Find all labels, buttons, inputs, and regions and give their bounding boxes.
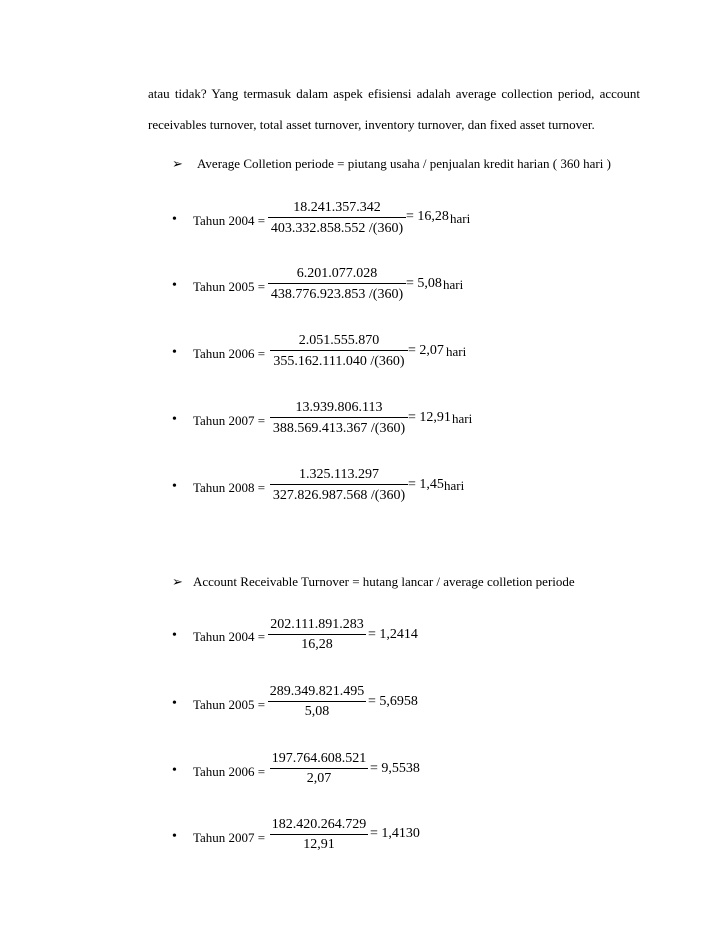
fraction-bar xyxy=(270,484,408,485)
result-value: = 5,08 xyxy=(406,276,442,291)
list-item xyxy=(0,682,728,742)
denominator: 388.569.413.367 /(360) xyxy=(272,421,406,436)
numerator: 202.111.891.283 xyxy=(270,617,364,632)
denominator: 438.776.923.853 /(360) xyxy=(270,287,404,302)
result-value: = 1,45 xyxy=(408,477,444,492)
year-label: Tahun 2007 = xyxy=(193,830,266,845)
list-item xyxy=(0,398,728,458)
year-label: Tahun 2006 = xyxy=(193,346,266,361)
list-item xyxy=(0,615,728,675)
bullet-icon: • xyxy=(172,628,177,643)
fraction-bar xyxy=(270,768,368,769)
denominator: 327.826.987.568 /(360) xyxy=(272,488,406,503)
result-value: = 16,28 xyxy=(406,209,449,224)
list-item xyxy=(0,198,728,258)
unit-label: hari xyxy=(444,478,465,493)
section-heading-account-receivable-turnover: Account Receivable Turnover = hutang lancar / average colletion periode xyxy=(193,574,575,589)
list-item xyxy=(0,465,728,525)
bullet-icon: • xyxy=(172,212,177,227)
numerator: 197.764.608.521 xyxy=(271,751,367,766)
numerator: 289.349.821.495 xyxy=(269,684,365,699)
result-value: = 2,07 xyxy=(408,343,444,358)
bullet-icon: • xyxy=(172,345,177,360)
year-label: Tahun 2005 = xyxy=(193,279,266,294)
year-label: Tahun 2004 = xyxy=(193,629,266,644)
year-label: Tahun 2007 = xyxy=(193,413,266,428)
arrow-bullet-icon: ➢ xyxy=(172,574,183,589)
bullet-icon: • xyxy=(172,278,177,293)
bullet-icon: • xyxy=(172,696,177,711)
bullet-icon: • xyxy=(172,412,177,427)
arrow-bullet-icon: ➢ xyxy=(172,156,183,171)
year-label: Tahun 2005 = xyxy=(193,697,266,712)
list-item xyxy=(0,264,728,324)
denominator: 16,28 xyxy=(301,637,333,652)
denominator: 403.332.858.552 /(360) xyxy=(270,221,404,236)
unit-label: hari xyxy=(443,277,464,292)
result-value: = 1,2414 xyxy=(368,627,418,642)
denominator: 2,07 xyxy=(306,771,332,786)
list-item xyxy=(0,331,728,391)
fraction-bar xyxy=(268,283,406,284)
intro-line-2: receivables turnover, total asset turnover, inventory turnover, dan fixed asset turnover. xyxy=(148,117,595,132)
numerator: 182.420.264.729 xyxy=(271,817,367,832)
fraction-bar xyxy=(268,634,366,635)
denominator: 5,08 xyxy=(304,704,330,719)
unit-label: hari xyxy=(446,344,467,359)
numerator: 13.939.806.113 xyxy=(295,400,383,415)
fraction-bar xyxy=(270,350,408,351)
list-item xyxy=(0,815,728,875)
fraction-bar xyxy=(268,701,366,702)
result-value: = 9,5538 xyxy=(370,761,420,776)
bullet-icon: • xyxy=(172,829,177,844)
bullet-icon: • xyxy=(172,763,177,778)
denominator: 12,91 xyxy=(303,837,335,852)
year-label: Tahun 2006 = xyxy=(193,764,266,779)
section-heading-average-collection-period: Average Colletion periode = piutang usaha / penjualan kredit harian ( 360 hari ) xyxy=(197,156,611,171)
fraction-bar xyxy=(270,417,408,418)
year-label: Tahun 2004 = xyxy=(193,213,266,228)
numerator: 2.051.555.870 xyxy=(298,333,380,348)
unit-label: hari xyxy=(452,411,473,426)
numerator: 6.201.077.028 xyxy=(296,266,378,281)
intro-line-1: atau tidak? Yang termasuk dalam aspek efisiensi adalah average collection period, account xyxy=(148,86,640,101)
result-value: = 1,4130 xyxy=(370,826,420,841)
denominator: 355.162.111.040 /(360) xyxy=(273,354,405,369)
fraction-bar xyxy=(270,834,368,835)
year-label: Tahun 2008 = xyxy=(193,480,266,495)
fraction-bar xyxy=(268,217,406,218)
result-value: = 5,6958 xyxy=(368,694,418,709)
bullet-icon: • xyxy=(172,479,177,494)
unit-label: hari xyxy=(450,211,471,226)
numerator: 1.325.113.297 xyxy=(299,467,379,482)
result-value: = 12,91 xyxy=(408,410,451,425)
list-item xyxy=(0,749,728,809)
numerator: 18.241.357.342 xyxy=(293,200,381,215)
